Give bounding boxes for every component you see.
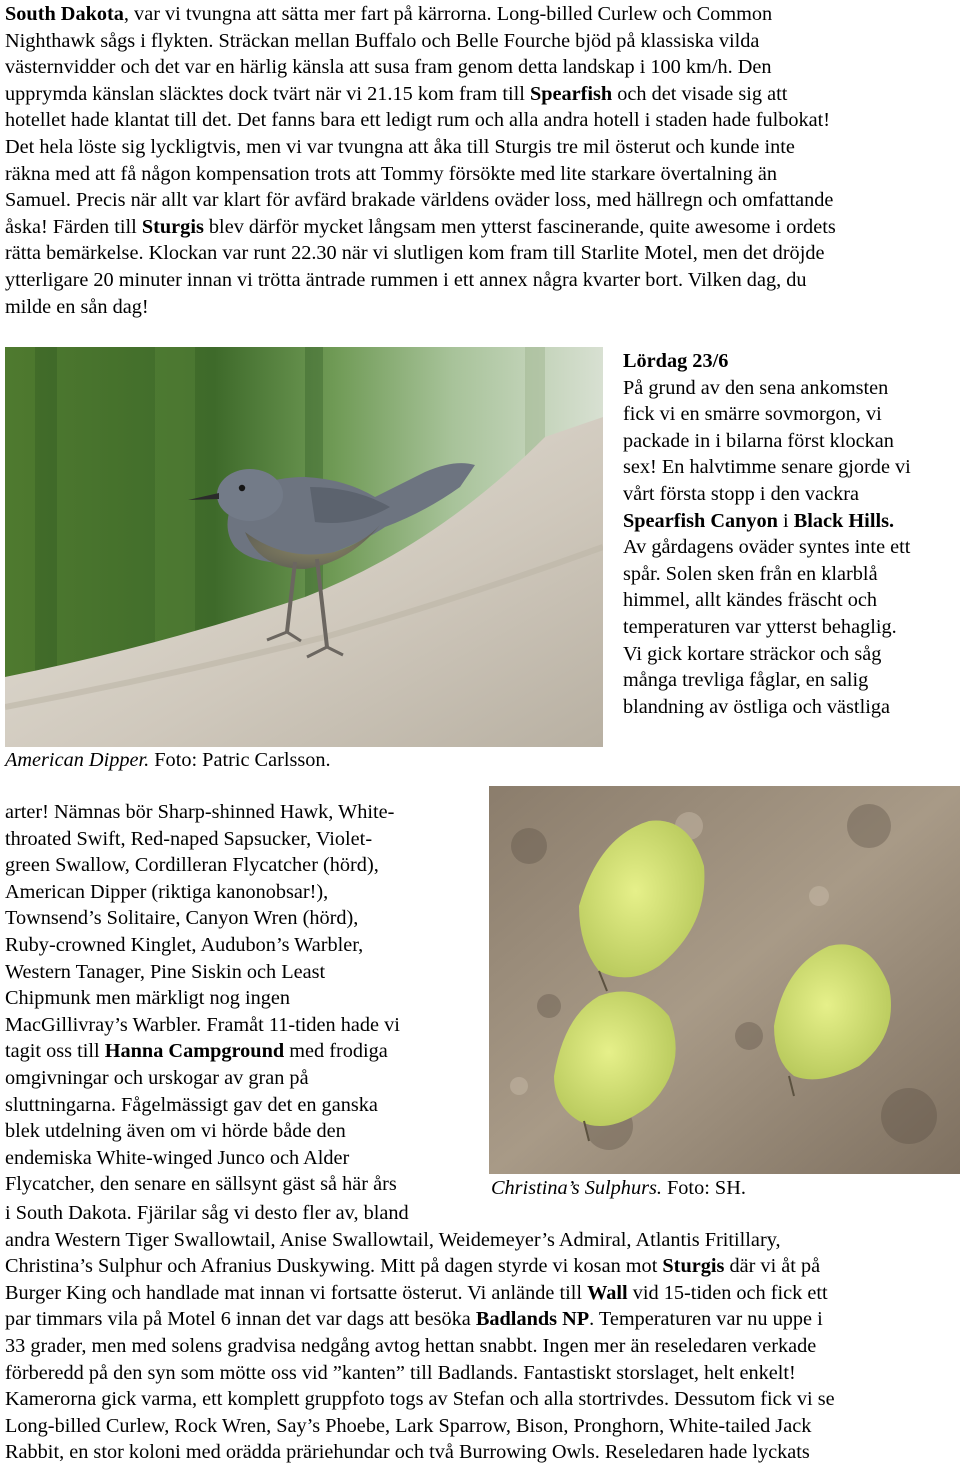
text-line <box>5 1065 309 1092</box>
text-line <box>623 508 894 535</box>
text-segment: och det visade sig att <box>612 82 788 105</box>
text-line <box>5 879 328 906</box>
text-line <box>5 1280 828 1307</box>
text-line <box>5 28 759 55</box>
text-segment: hotellet hade klantat till det. Det fanns bara ett ledigt rum och alla andra hotell i staden hade fulbokat! <box>5 109 831 132</box>
text-segment: västernvidder och det var en härlig känsla att susa fram genom detta landskap i 100 km/h. Den <box>5 56 772 79</box>
text-line <box>5 161 777 188</box>
text-segment: räkna med att få någon kompensation trots att Tommy försökte med lite starkare övertalning än <box>5 162 778 185</box>
text-line <box>5 267 807 294</box>
text-line <box>5 1145 349 1172</box>
text-segment: blek utdelning även om vi hörde både den <box>5 1120 346 1143</box>
text-segment: Sturgis <box>662 1255 725 1278</box>
text-line <box>5 134 795 161</box>
american-dipper-caption <box>5 747 331 774</box>
text-line <box>623 375 888 402</box>
text-segment: Det hela löste sig lyckligtvis, men vi var tvungna att åka till Sturgis tre mil österut och kunde inte <box>5 136 795 158</box>
text-line <box>623 534 910 561</box>
text-segment: Foto: SH. <box>661 1177 746 1199</box>
text-segment: På grund av den sena ankomsten <box>623 376 889 399</box>
text-line <box>5 240 824 267</box>
text-segment: Christina’s Sulphur och Afranius Duskywing. Mitt på dagen styrde vi kosan mot <box>5 1255 663 1278</box>
text-segment: Foto: Patric Carlsson. <box>149 749 331 771</box>
text-line <box>5 1038 388 1065</box>
text-line <box>623 694 890 721</box>
text-segment: där vi åt på <box>724 1255 821 1278</box>
christinas-sulphurs-photo <box>489 786 960 1174</box>
text-segment: South Dakota <box>5 3 124 25</box>
christinas-sulphurs-image <box>489 786 960 1174</box>
text-segment: Samuel. Precis när allt var klart för avfärd brakade världens oväder loss, med hällregn och omfattande <box>5 189 834 212</box>
text-line <box>5 826 372 853</box>
text-segment: tagit oss till <box>5 1040 105 1063</box>
text-line <box>5 799 394 826</box>
text-segment: Av gårdagens oväder syntes inte ett <box>623 536 911 559</box>
text-segment: temperaturen var ytterst behaglig. <box>623 616 897 638</box>
text-segment: Vi gick kortare sträckor och såg <box>623 642 882 665</box>
text-segment: blev därför mycket långsam men ytterst fascinerande, quite awesome i ordets <box>203 215 836 238</box>
text-line <box>5 187 833 214</box>
text-segment: MacGillivray’s Warbler. Framåt 11-tiden hade vi <box>5 1013 400 1036</box>
text-segment: Western Tanager, Pine Siskin och Least <box>5 960 326 983</box>
text-segment: Black Hills. <box>793 509 895 532</box>
text-segment: Kamerorna gick varma, ett komplett gruppfoto togs av Stefan och alla stortrivdes. Dessutom fick vi se <box>5 1388 835 1411</box>
text-line <box>5 1092 378 1119</box>
text-segment: spår. Solen sken från en klarblå <box>623 562 878 585</box>
american-dipper-image <box>5 347 603 747</box>
text-line <box>5 1439 810 1466</box>
text-line <box>623 481 859 508</box>
text-segment: upprymda känslan släcktes dock tvärt när vi 21.15 kom fram till <box>5 82 530 105</box>
text-segment: . Temperaturen var nu uppe i <box>589 1308 823 1331</box>
text-segment: endemiska White-winged Junco och Alder <box>5 1146 350 1169</box>
text-line <box>5 81 787 108</box>
text-segment: green Swallow, Cordilleran Flycatcher (hörd), <box>5 854 379 877</box>
text-segment: med frodiga <box>284 1040 388 1063</box>
text-segment: throated Swift, Red-naped Sapsucker, Violet- <box>5 827 373 850</box>
text-line <box>5 1 772 28</box>
text-segment: American Dipper (riktiga kanonobsar!), <box>5 880 329 903</box>
text-segment: blandning av östliga och västliga <box>623 695 890 718</box>
text-line <box>623 348 728 375</box>
text-line <box>5 905 358 932</box>
text-segment: Townsend’s Solitaire, Canyon Wren (hörd), <box>5 907 359 930</box>
text-line <box>5 1360 796 1387</box>
text-segment: i South Dakota. Fjärilar såg vi desto fler av, bland <box>5 1202 409 1224</box>
text-line <box>623 587 877 614</box>
text-line <box>5 1333 816 1360</box>
christinas-sulphurs-caption <box>491 1175 746 1202</box>
text-line <box>623 401 882 428</box>
text-segment: Hanna Campground <box>104 1040 285 1063</box>
text-segment: Spearfish Canyon <box>623 509 778 532</box>
text-segment: fick vi en smärre sovmorgon, vi <box>623 403 882 426</box>
text-segment: sluttningarna. Fågelmässigt gav det en ganska <box>5 1093 378 1116</box>
text-segment: Badlands NP <box>475 1308 590 1331</box>
text-line <box>623 667 868 694</box>
text-line <box>5 107 830 134</box>
text-line <box>5 1253 820 1280</box>
text-segment: Flycatcher, den senare en sällsynt gäst så här års <box>5 1173 397 1196</box>
text-line <box>5 1012 400 1039</box>
text-segment: par timmars vila på Motel 6 innan det var dags att besöka <box>5 1308 476 1331</box>
text-line <box>5 1200 409 1227</box>
text-line <box>623 454 911 481</box>
text-segment: omgivningar och urskogar av gran på <box>5 1067 309 1089</box>
text-segment: åska! Färden till <box>5 215 142 238</box>
text-segment: vid 15-tiden och fick ett <box>627 1281 828 1304</box>
text-segment: sex! En halvtimme senare gjorde vi <box>623 456 911 479</box>
text-segment: Ruby-crowned Kinglet, Audubon’s Warbler, <box>5 934 364 956</box>
text-line <box>5 1171 397 1198</box>
text-segment: , var vi tvungna att sätta mer fart på kärrorna. Long-billed Curlew och Common <box>123 3 773 25</box>
text-segment: många trevliga fåglar, en salig <box>623 669 869 692</box>
text-segment: Lördag 23/6 <box>623 350 729 372</box>
text-segment: milde en sån dag! <box>5 295 149 318</box>
text-segment: Wall <box>587 1281 628 1304</box>
text-line <box>5 214 836 241</box>
text-line <box>5 1386 835 1413</box>
text-line <box>5 54 772 81</box>
text-line <box>5 1118 346 1145</box>
text-segment: Burger King och handlade mat innan vi fortsatte österut. Vi anlände till <box>5 1281 588 1304</box>
text-segment: arter! Nämnas bör Sharp-shinned Hawk, White- <box>5 801 395 823</box>
text-line <box>5 1306 823 1333</box>
text-segment: Rabbit, en stor koloni med orädda präriehundar och två Burrowing Owls. Reseledaren hade lyckats <box>5 1441 810 1464</box>
text-line <box>623 561 878 588</box>
text-segment: Christina’s Sulphurs. <box>491 1177 662 1199</box>
text-line <box>5 932 363 959</box>
text-segment: Sturgis <box>141 215 204 238</box>
text-segment: förberedd på den syn som mötte oss vid ”kanten” till Badlands. Fantastiskt storslaget, helt enkelt! <box>5 1361 796 1384</box>
text-line <box>5 1227 781 1254</box>
text-segment: packade in i bilarna först klockan <box>623 429 894 452</box>
text-line <box>623 641 881 668</box>
text-line <box>5 959 325 986</box>
text-segment: Chipmunk men märkligt nog ingen <box>5 987 291 1010</box>
text-line <box>623 428 894 455</box>
text-line <box>5 852 379 879</box>
text-line <box>623 614 897 641</box>
text-segment: andra Western Tiger Swallowtail, Anise Swallowtail, Weidemeyer’s Admiral, Atlantis Fritillary, <box>5 1228 781 1251</box>
text-segment: American Dipper. <box>5 749 150 771</box>
text-segment: rätta bemärkelse. Klockan var runt 22.30 när vi slutligen kom fram till Starlite Motel, men det dröjde <box>5 242 825 265</box>
text-line <box>5 985 290 1012</box>
text-line <box>5 294 149 321</box>
text-line <box>5 1413 811 1440</box>
text-segment: Spearfish <box>529 82 613 105</box>
text-segment: himmel, allt kändes fräscht och <box>623 589 878 612</box>
text-segment: vårt första stopp i den vackra <box>623 483 859 505</box>
text-segment: Long-billed Curlew, Rock Wren, Say’s Phoebe, Lark Sparrow, Bison, Pronghorn, White-tailed Jack <box>5 1414 812 1437</box>
text-segment: 33 grader, men med solens gradvisa nedgång avtog hettan snabbt. Ingen mer än reseledaren verkade <box>5 1335 817 1357</box>
text-segment: Nighthawk sågs i flykten. Sträckan mellan Buffalo och Belle Fourche bjöd på klassiska vilda <box>5 29 760 52</box>
text-segment: ytterligare 20 minuter innan vi trötta äntrade rummen i ett annex några kvarter bort. Vilken dag, du <box>5 269 807 291</box>
text-segment: i <box>777 509 794 532</box>
american-dipper-photo <box>5 347 603 747</box>
